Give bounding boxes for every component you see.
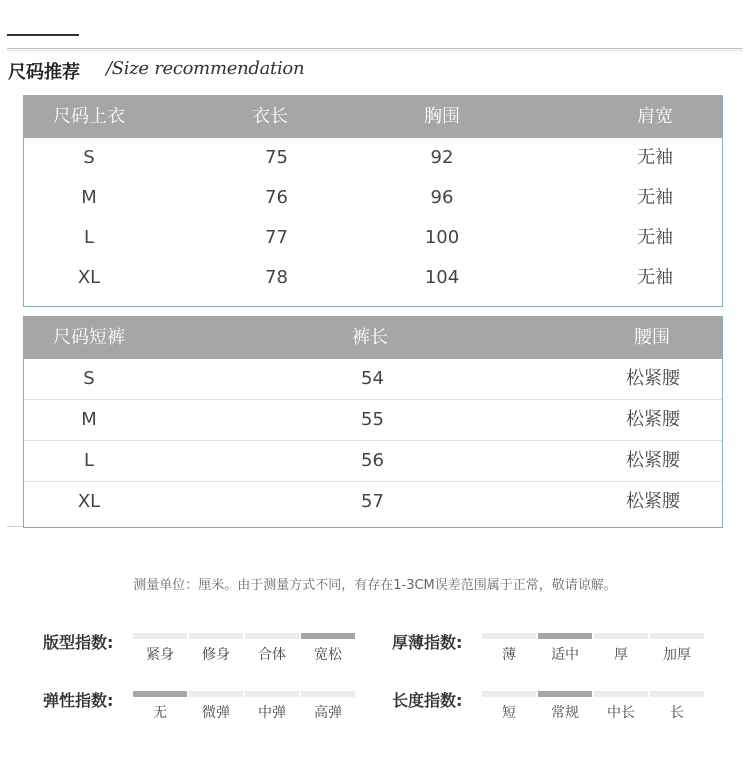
index-option: 常规 (551, 705, 579, 721)
index-bar (594, 691, 648, 697)
index-option: 中长 (607, 705, 635, 721)
table-row (24, 218, 722, 258)
table-row (24, 482, 722, 523)
table-row (24, 400, 722, 441)
index-option: 短 (502, 705, 516, 721)
table-cell: 无袖 (637, 267, 673, 288)
table-row (24, 359, 722, 400)
index-bar (650, 691, 704, 697)
header-cell: 衣长 (252, 106, 288, 127)
table-cell: 无袖 (637, 147, 673, 168)
index-bar (650, 633, 704, 639)
divider (7, 526, 23, 527)
table-row (24, 178, 722, 218)
index-label: 版型指数: (43, 633, 114, 652)
index-option: 无 (153, 705, 167, 721)
index-bar (538, 633, 592, 639)
index-bar (301, 691, 355, 697)
table-cell: 75 (265, 147, 288, 168)
index-bar (133, 633, 187, 639)
index-option: 宽松 (314, 647, 342, 663)
section-subtitle: /Size recommendation (106, 58, 305, 79)
table-cell: 54 (361, 368, 384, 389)
top-accent-rule (7, 34, 79, 36)
index-bar (538, 691, 592, 697)
table-cell: M (81, 187, 97, 208)
table-cell: 57 (361, 491, 384, 512)
table-cell: 100 (424, 227, 460, 248)
table-cell: 松紧腰 (626, 409, 680, 430)
index-option: 薄 (502, 647, 516, 663)
table-row (24, 258, 722, 298)
index-bar (245, 691, 299, 697)
table-cell: 55 (361, 409, 384, 430)
index-bar (133, 691, 187, 697)
index-bar (482, 633, 536, 639)
header-cell: 肩宽 (637, 106, 673, 127)
table-cell: 76 (265, 187, 288, 208)
top-table-header (24, 95, 722, 138)
table-cell: 无袖 (637, 227, 673, 248)
bottom-size-table (23, 316, 723, 528)
index-option: 修身 (202, 647, 230, 663)
index-bar (482, 691, 536, 697)
index-option: 长 (670, 705, 684, 721)
measurement-note: 测量单位：厘米。由于测量方式不同，有存在1-3CM误差范围属于正常，敬请谅解。 (133, 578, 617, 593)
index-bar (189, 633, 243, 639)
table-cell: 松紧腰 (626, 491, 680, 512)
index-option: 加厚 (663, 647, 691, 663)
table-cell: 松紧腰 (626, 368, 680, 389)
table-cell: L (83, 227, 95, 248)
header-divider (7, 48, 742, 49)
index-label: 厚薄指数: (392, 633, 463, 652)
header-divider-shadow (7, 50, 742, 51)
table-cell: 96 (430, 187, 454, 208)
table-cell: 77 (265, 227, 288, 248)
table-cell: XL (77, 267, 101, 288)
table-cell: 104 (424, 267, 460, 288)
index-option: 紧身 (146, 647, 174, 663)
table-row (24, 441, 722, 482)
index-bar (189, 691, 243, 697)
table-cell: 56 (361, 450, 384, 471)
table-row (24, 138, 722, 178)
header-cell: 裤长 (352, 327, 388, 348)
index-bar (301, 633, 355, 639)
table-cell: 无袖 (637, 187, 673, 208)
table-cell: 78 (265, 267, 288, 288)
header-cell: 腰围 (634, 327, 670, 348)
table-cell: 92 (430, 147, 454, 168)
index-label: 弹性指数: (43, 691, 114, 710)
table-cell: S (83, 147, 95, 168)
bottom-table-header (24, 316, 722, 359)
header-cell: 胸围 (424, 106, 460, 127)
table-cell: 松紧腰 (626, 450, 680, 471)
table-cell: L (83, 450, 95, 471)
header-cell: 尺码短裤 (53, 327, 125, 348)
section-title: 尺码推荐 (8, 62, 80, 83)
index-label: 长度指数: (392, 691, 463, 710)
top-size-table (23, 95, 723, 307)
index-option: 厚 (614, 647, 628, 663)
table-cell: S (83, 368, 95, 389)
index-option: 适中 (551, 647, 579, 663)
index-bar (245, 633, 299, 639)
index-option: 中弹 (258, 705, 286, 721)
header-cell: 尺码上衣 (53, 106, 125, 127)
table-cell: XL (77, 491, 101, 512)
index-option: 高弹 (314, 705, 342, 721)
index-bar (594, 633, 648, 639)
table-cell: M (81, 409, 97, 430)
index-option: 微弹 (202, 705, 230, 721)
index-option: 合体 (258, 647, 286, 663)
